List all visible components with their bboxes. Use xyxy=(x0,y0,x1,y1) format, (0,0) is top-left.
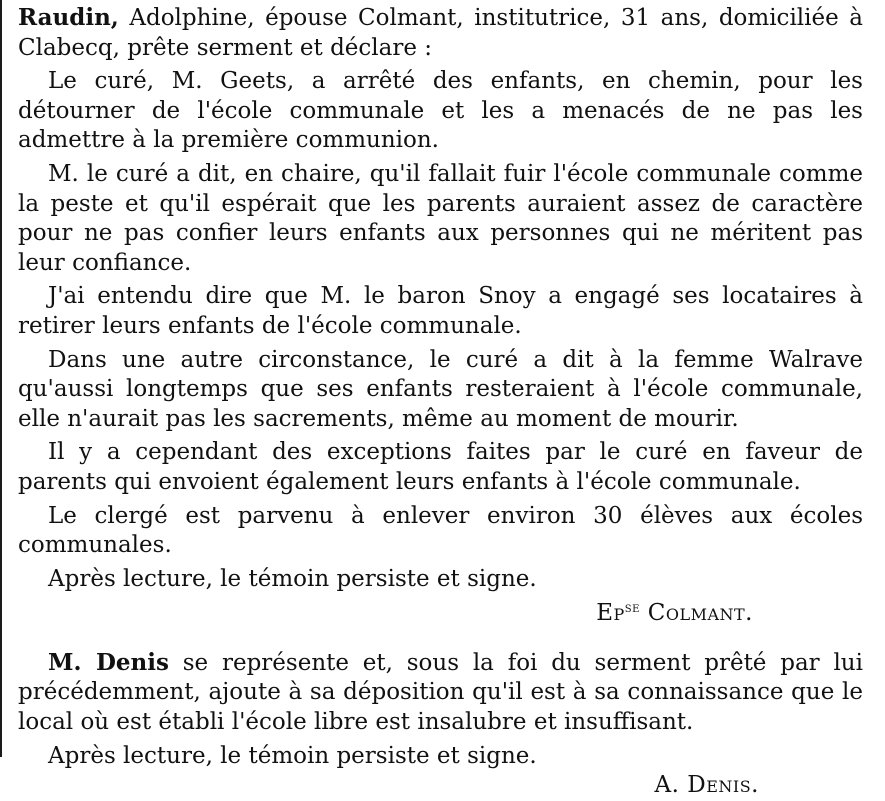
witness1-name: Raudin, xyxy=(18,4,119,31)
statement1-paragraph: J'ai entendu dire que M. le baron Snoy a engagé ses locataires à retirer leurs enfants de l'école communale. xyxy=(18,283,863,339)
signature-denis: A. Denis. xyxy=(654,772,759,799)
statement1-intro: Raudin, Adolphine, épouse Colmant, institutrice, 31 ans, domiciliée à Clabecq, prête serment et déclare : xyxy=(18,4,863,61)
statement1-paragraph: Dans une autre circonstance, le curé a dit à la femme Walrave qu'aussi longtemps que ses enfants resteraient à l'école communale, elle n'aurait pas les sacrements, même au moment de mourir. xyxy=(18,346,863,432)
statement2-intro: M. Denis se représente et, sous la foi du serment prêté par lui précédemment, ajoute à sa déposition qu'il est à sa connaissance que le local où est établi l'école libre est insalubre et insuffisant. xyxy=(18,648,863,736)
statement1-paragraph: M. le curé a dit, en chaire, qu'il fallait fuir l'école communale comme la peste et qu'il espérait que les parents auraient assez de caractère pour ne pas confier leurs enfants aux personnes qui ne méritent pas leur confiance. xyxy=(18,160,863,276)
statement1-paragraph: Le curé, M. Geets, a arrêté des enfants, en chemin, pour les détourner de l'école communale et les a menacés de ne pas les admettre à la première communion. xyxy=(18,68,863,154)
signature-colmant: $Ep^{se}$ Colmant. xyxy=(596,600,753,627)
witness2-name: M. Denis xyxy=(48,648,169,676)
statement1-closing: Après lecture, le témoin persiste et signe. xyxy=(48,565,537,592)
statement1-paragraph: Le clergé est parvenu à enlever environ 30 élèves aux écoles communales. xyxy=(18,502,863,559)
statement2-closing: Après lecture, le témoin persiste et signe. xyxy=(48,742,537,769)
statement1-paragraph: Il y a cependant des exceptions faites par le curé en faveur de parents qui envoient également leurs enfants à l'école communale. xyxy=(18,439,863,495)
